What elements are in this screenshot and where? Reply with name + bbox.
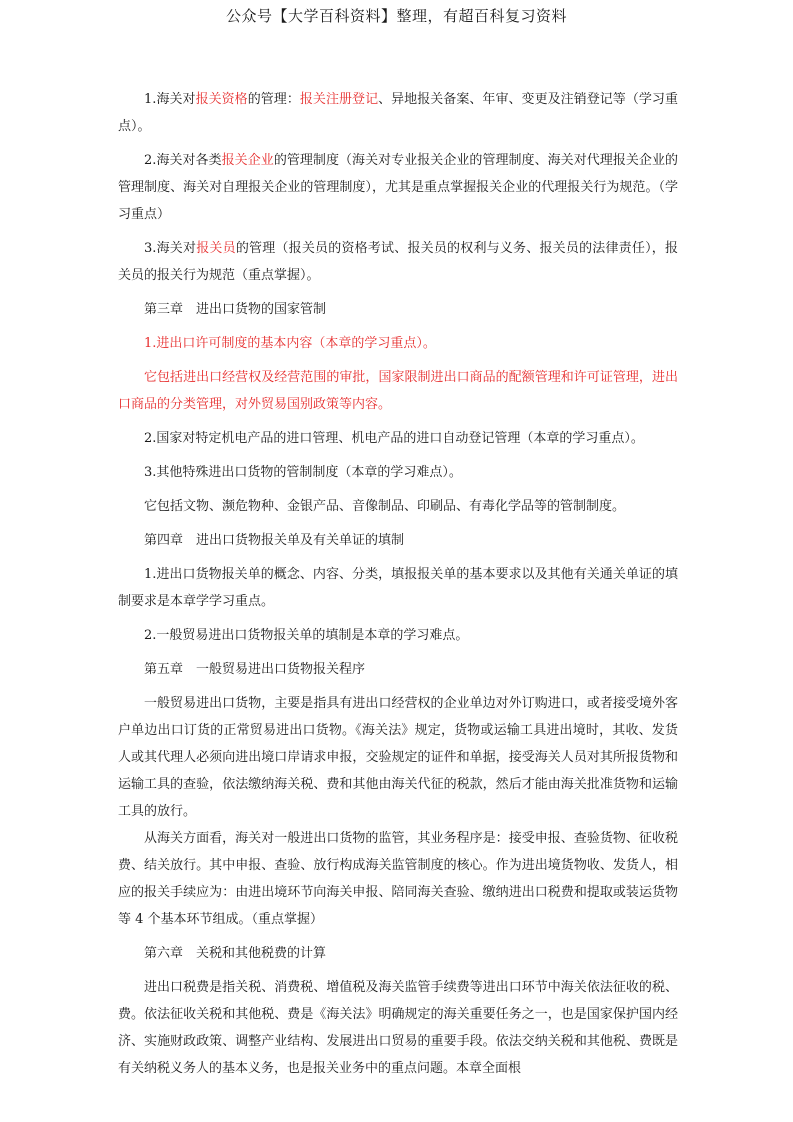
- chapter-4-point-1: 1.进出口货物报关单的概念、内容、分类，填报报关单的基本要求以及其他有关通关单证的填制要求是本章学学习重点。: [118, 567, 678, 609]
- item-1: 1.海关对报关资格的管理：报关注册登记、异地报关备案、年审、变更及注销登记等（学习重点）。: [118, 92, 678, 134]
- document-body: [118, 86, 678, 1089]
- chapter-3-title: 第三章 进出口货物的国家管制: [144, 302, 327, 317]
- chapter-5-title: 第五章 一般贸易进出口货物报关程序: [144, 662, 366, 677]
- chapter-4-title: 第四章 进出口货物报关单及有关单证的填制: [144, 533, 405, 548]
- chapter-3-point-3-detail: 它包括文物、濒危物种、金银产品、音像制品、印刷品、有毒化学品等的管制制度。: [144, 499, 626, 514]
- highlight-term: 报关资格: [195, 92, 248, 107]
- chapter-3-point-1-detail: 它包括进出口经营权及经营范围的审批，国家限制进出口商品的配额管理和许可证管理，进出口商品的分类管理，对外贸易国别政策等内容。: [118, 370, 678, 412]
- item-3: 3.海关对报关员的管理（报关员的资格考试、报关员的权利与义务、报关员的法律责任），报关员的报关行为规范（重点掌握）。: [118, 241, 678, 283]
- highlight-term: 报关企业: [221, 153, 274, 168]
- highlight-term: 报关注册登记: [299, 92, 379, 107]
- highlight-term: 报关员: [196, 241, 236, 256]
- item-2: 2.海关对各类报关企业的管理制度（海关对专业报关企业的管理制度、海关对代理报关企业的管理制度、海关对自理报关企业的管理制度），尤其是重点掌握报关企业的代理报关行为规范。（学习重点）: [118, 153, 678, 222]
- chapter-5-paragraph-1: 一般贸易进出口货物，主要是指具有进出口经营权的企业单边对外订购进口，或者接受境外客户单边出口订货的正常贸易进出口货物。《海关法》规定，货物或运输工具进出境时，其收、发货人或其代理人必须向进出境口岸请求申报，交验规定的证件和单据，接受海关人员对其所报货物和运输工具的查验，依法缴纳海关税、费和其他由海关代征的税款，然后才能由海关批准货物和运输工具的放行。: [118, 696, 678, 819]
- page-header: 公众号【大学百科资料】整理，有超百科复习资料: [225, 7, 567, 25]
- chapter-3-point-2: 2.国家对特定机电产品的进口管理、机电产品的进口自动登记管理（本章的学习重点）。: [144, 431, 644, 446]
- chapter-4-point-2: 2.一般贸易进出口货物报关单的填制是本章的学习难点。: [144, 628, 469, 643]
- chapter-6-title: 第六章 关税和其他税费的计算: [144, 946, 327, 961]
- chapter-3-point-1: 1.进出口许可制度的基本内容（本章的学习重点）。: [144, 336, 436, 351]
- chapter-5-paragraph-2: 从海关方面看，海关对一般进出口货物的监管，其业务程序是：接受申报、查验货物、征收税费、结关放行。其中申报、查验、放行构成海关监管制度的核心。作为进出境货物收、发货人，相应的报关手续应为：由进出境环节向海关申报、陪同海关查验、缴纳进出口税费和提取或装运货物等 4 个基本环节组成。（重点掌握）: [118, 831, 678, 927]
- chapter-6-paragraph-1: 进出口税费是指关税、消费税、增值税及海关监管手续费等进出口环节中海关依法征收的税、费。依法征收关税和其他税、费是《海关法》明确规定的海关重要任务之一，也是国家保护国内经济、实施财政政策、调整产业结构、发展进出口贸易的重要手段。依法交纳关税和其他税、费既是有关纳税义务人的基本义务，也是报关业务中的重点问题。本章全面根: [118, 980, 678, 1076]
- chapter-3-point-3: 3.其他特殊进出口货物的管制制度（本章的学习难点）。: [144, 465, 462, 480]
